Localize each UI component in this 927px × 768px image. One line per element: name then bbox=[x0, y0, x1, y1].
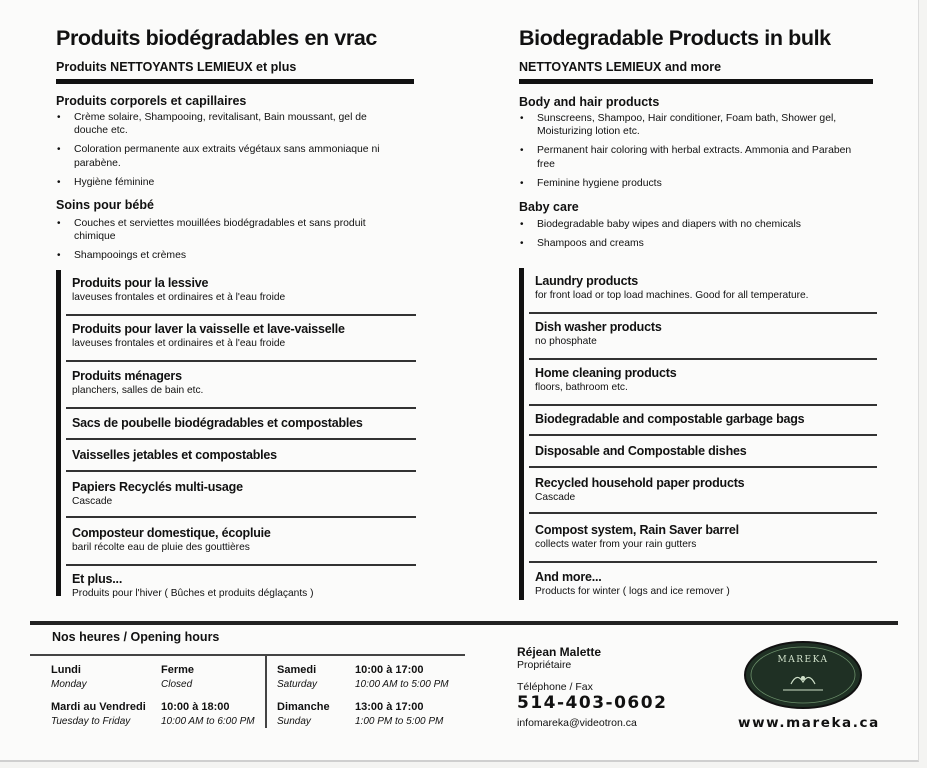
product-box-title: Home cleaning products bbox=[535, 366, 677, 380]
footer-rule bbox=[30, 621, 898, 625]
product-box-title: Papiers Recyclés multi-usage bbox=[72, 480, 243, 494]
product-box bbox=[529, 274, 877, 314]
mareka-logo bbox=[743, 640, 863, 710]
product-box-title: Sacs de poubelle biodégradables et compostables bbox=[72, 416, 363, 430]
product-box-title: Compost system, Rain Saver barrel bbox=[535, 523, 739, 537]
product-box-title: Vaisselles jetables et compostables bbox=[72, 448, 277, 462]
product-box bbox=[529, 320, 877, 360]
logo-wordmark: MAREKA bbox=[777, 655, 829, 665]
product-box-subtitle: laveuses frontales et ordinaires et à l'eau froide bbox=[72, 292, 286, 303]
product-box-subtitle: laveuses frontales et ordinaires et à l'eau froide bbox=[72, 338, 286, 349]
product-box-title: Dish washer products bbox=[535, 320, 662, 334]
product-box-title: And more... bbox=[535, 570, 602, 584]
list-item: • Shampooings et crèmes bbox=[56, 249, 402, 262]
product-box bbox=[529, 570, 877, 602]
english-product-boxes bbox=[519, 268, 809, 600]
list-item: • Coloration permanente aux extraits végétaux sans ammoniaque ni parabène. bbox=[56, 143, 402, 169]
product-box-subtitle: no phosphate bbox=[535, 336, 597, 347]
product-box-subtitle: Products for winter ( logs and ice remover ) bbox=[535, 586, 730, 597]
french-baby-heading: Soins pour bébé bbox=[56, 198, 154, 212]
french-baby-list bbox=[56, 217, 402, 269]
product-box-title: Laundry products bbox=[535, 274, 639, 288]
list-item: • Sunscreens, Shampoo, Hair conditioner, Foam bath, Shower gel, Moisturizing lotion etc. bbox=[519, 112, 865, 138]
product-box-subtitle: for front load or top load machines. Good for all temperature. bbox=[535, 290, 809, 301]
product-box-title: Recycled household paper products bbox=[535, 476, 745, 490]
english-header-rule bbox=[519, 79, 873, 84]
english-title: Biodegradable Products in bulk bbox=[519, 26, 831, 50]
french-body-hair-list bbox=[56, 111, 402, 195]
product-box-title: Produits pour la lessive bbox=[72, 276, 209, 290]
owner-role: Propriétaire bbox=[517, 659, 572, 671]
english-baby-list bbox=[519, 218, 865, 256]
product-box-subtitle: floors, bathroom etc. bbox=[535, 382, 628, 393]
product-box bbox=[529, 476, 877, 514]
english-body-hair-list bbox=[519, 112, 865, 196]
product-box-title: Biodegradable and compostable garbage bags bbox=[535, 412, 805, 426]
product-box-title: Composteur domestique, écopluie bbox=[72, 526, 271, 540]
product-box bbox=[529, 444, 877, 468]
hours-rule bbox=[30, 654, 465, 656]
english-subtitle: NETTOYANTS LEMIEUX and more bbox=[519, 60, 722, 74]
hours-time: 10:00 à 17:00 10:00 AM to 5:00 PM bbox=[355, 664, 449, 690]
list-item: • Hygiène féminine bbox=[56, 176, 402, 189]
list-item: • Permanent hair coloring with herbal extracts. Ammonia and Paraben free bbox=[519, 144, 865, 170]
list-item: • Shampoos and creams bbox=[519, 237, 865, 250]
french-product-boxes bbox=[56, 270, 363, 599]
hours-day: Samedi Saturday bbox=[277, 664, 318, 690]
phone-number: 514-403-0602 bbox=[517, 693, 668, 713]
product-box bbox=[66, 276, 416, 316]
product-box-title: Produits ménagers bbox=[72, 369, 182, 383]
french-title: Produits biodégradables en vrac bbox=[56, 26, 377, 50]
product-box bbox=[529, 412, 877, 436]
english-baby-heading: Baby care bbox=[519, 200, 579, 214]
hours-divider bbox=[265, 656, 267, 728]
product-box bbox=[66, 322, 416, 362]
product-box bbox=[66, 369, 416, 409]
product-box bbox=[66, 480, 416, 518]
product-box-title: Disposable and Compostable dishes bbox=[535, 444, 747, 458]
list-item: • Biodegradable baby wipes and diapers with no chemicals bbox=[519, 218, 865, 231]
hours-day: Dimanche Sunday bbox=[277, 701, 330, 727]
product-box bbox=[529, 523, 877, 563]
hours-day: Lundi Monday bbox=[51, 664, 87, 690]
product-box bbox=[66, 526, 416, 566]
owner-name: Réjean Malette bbox=[517, 645, 602, 659]
french-body-hair-heading: Produits corporels et capillaires bbox=[56, 94, 247, 108]
product-box-subtitle: Cascade bbox=[535, 492, 576, 503]
product-box-subtitle: Produits pour l'hiver ( Bûches et produits déglaçants ) bbox=[72, 588, 314, 599]
list-item: • Crème solaire, Shampooing, revitalisant, Bain moussant, gel de douche etc. bbox=[56, 111, 402, 137]
english-body-hair-heading: Body and hair products bbox=[519, 95, 660, 109]
hours-time: Ferme Closed bbox=[161, 664, 195, 690]
product-box-title: Et plus... bbox=[72, 572, 123, 586]
list-item: • Couches et serviettes mouillées biodégradables et sans produit chimique bbox=[56, 217, 402, 243]
hours-time: 10:00 à 18:00 10:00 AM to 6:00 PM bbox=[161, 701, 255, 727]
email-link[interactable]: infomareka@videotron.ca bbox=[517, 717, 637, 729]
product-box-title: Produits pour laver la vaisselle et lave-vaisselle bbox=[72, 322, 345, 336]
product-box bbox=[66, 572, 416, 604]
french-header-rule bbox=[56, 79, 414, 84]
product-box-subtitle: Cascade bbox=[72, 496, 113, 507]
product-box bbox=[66, 416, 416, 440]
product-box-subtitle: planchers, salles de bain etc. bbox=[72, 385, 204, 396]
website-link[interactable]: www.mareka.ca bbox=[738, 715, 880, 731]
hours-day: Mardi au Vendredi Tuesday to Friday bbox=[51, 701, 146, 727]
contact-block bbox=[517, 645, 667, 729]
product-box bbox=[529, 366, 877, 406]
product-box-subtitle: baril récolte eau de pluie des gouttières bbox=[72, 542, 250, 553]
phone-label: Téléphone / Fax bbox=[517, 681, 593, 693]
product-box bbox=[66, 448, 416, 472]
hours-time: 13:00 à 17:00 1:00 PM to 5:00 PM bbox=[355, 701, 444, 727]
hours-title: Nos heures / Opening hours bbox=[52, 630, 220, 644]
list-item: • Feminine hygiene products bbox=[519, 177, 865, 190]
french-subtitle: Produits NETTOYANTS LEMIEUX et plus bbox=[56, 60, 297, 74]
product-box-subtitle: collects water from your rain gutters bbox=[535, 539, 697, 550]
